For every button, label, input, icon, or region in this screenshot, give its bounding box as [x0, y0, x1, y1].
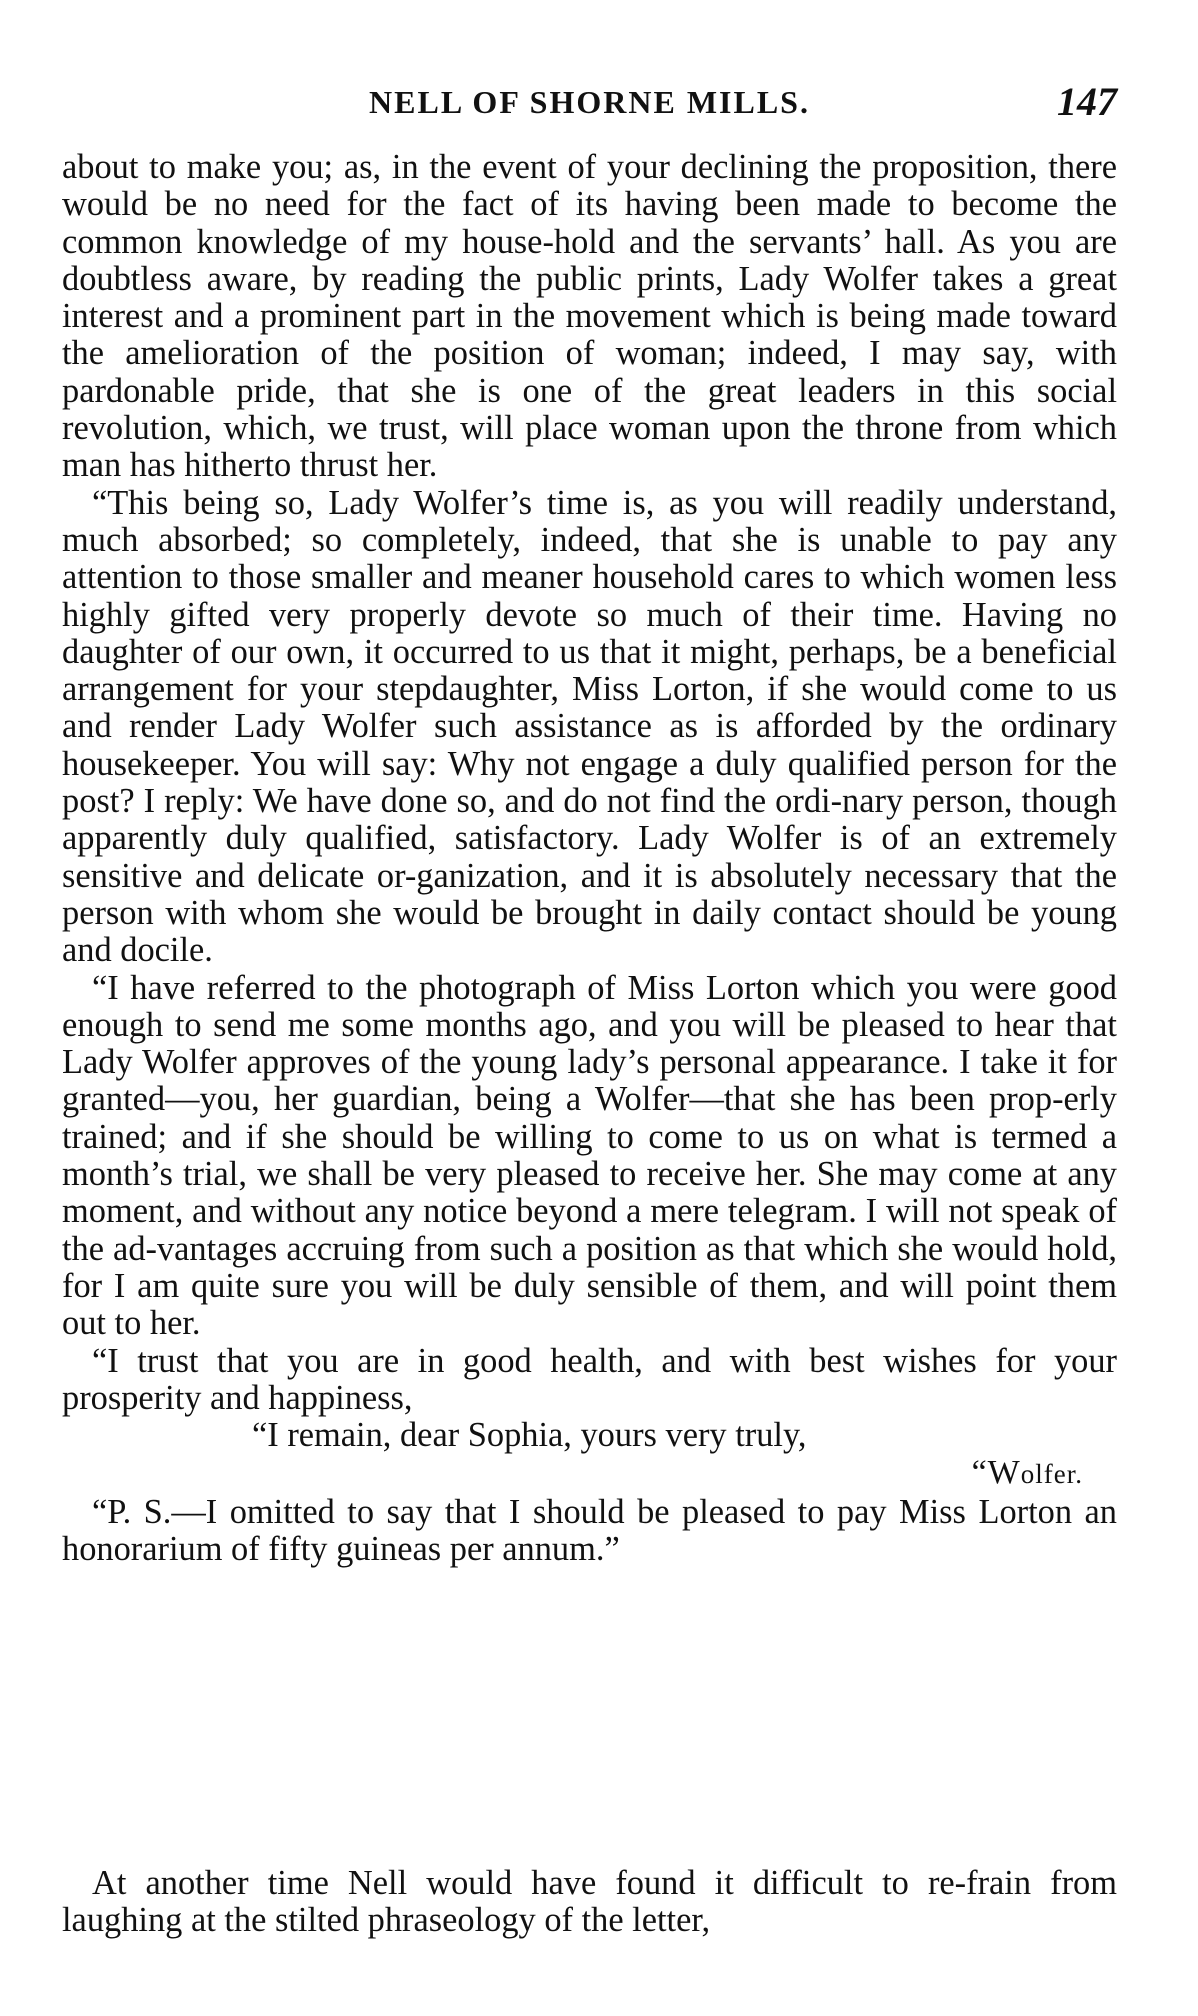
paragraph-1: about to make you; as, in the event of your declining the proposition, there would be no need for the fact of its having been made to become the common knowledge of my house-hold and the servants’ hall. As you are doubtless aware, by reading the public prints, Lady Wolfer takes a great interest and a prominent part in the movement which is being made toward the amelioration of the position of woman; indeed, I may say, with pardonable pride, that she is one of the great leaders in this social revolution, which, we trust, will place woman upon the throne from which man has hitherto thrust her. [62, 148, 1117, 485]
letter-body [62, 149, 1117, 1568]
paragraph-4: “I trust that you are in good health, and with best wishes for your prosperity and happiness, [62, 1341, 1117, 1417]
narrative-block [62, 1865, 1117, 1940]
paragraph-3: “I have referred to the photograph of Miss Lorton which you were good enough to send me some months ago, and you will be pleased to hear that Lady Wolfer approves of the young lady’s personal appearance. I take it for granted—you, her guardian, being a Wolfer—that she has been prop-erly trained; and if she should be willing to come to us on what is termed a month’s trial, we shall be very pleased to receive her. She may come at any moment, and without any notice beyond a mere telegram. I will not speak of the ad-vantages accruing from such a position as that which she would hold, for I am quite sure you will be duly sensible of them, and will point them out to her. [62, 968, 1117, 1343]
postscript: “P. S.—I omitted to say that I should be pleased to pay Miss Lorton an honorarium of fifty guineas per annum.” [62, 1492, 1117, 1568]
running-title: NELL OF SHORNE MILLS. [369, 84, 810, 120]
paragraph-2: “This being so, Lady Wolfer’s time is, as you will readily understand, much absorbed; so completely, indeed, that she is unable to pay any attention to those smaller and meaner household cares to which women less highly gifted very properly devote so much of their time. Having no daughter of our own, it occurred to us that it might, perhaps, be a beneficial arrangement for your stepdaughter, Miss Lorton, if she would come to us and render Lady Wolfer such assistance as is afforded by the ordinary housekeeper. You will say: Why not engage a duly qualified person for the post? I reply: We have done so, and do not find the ordi-nary person, though apparently duly qualified, satisfactory. Lady Wolfer is of an extremely sensitive and delicate or-ganization, and it is absolutely necessary that the person with whom she would be brought in daily contact should be young and docile. [62, 483, 1117, 970]
page-number: 147 [1057, 79, 1117, 124]
page-header [62, 78, 1117, 130]
letter-signature: “Wolfer. [971, 1454, 1083, 1492]
narrative-paragraph: At another time Nell would have found it difficult to re-frain from laughing at the stilted phraseology of the letter, [62, 1864, 1117, 1940]
letter-closing: “I remain, dear Sophia, yours very truly, [252, 1416, 807, 1455]
